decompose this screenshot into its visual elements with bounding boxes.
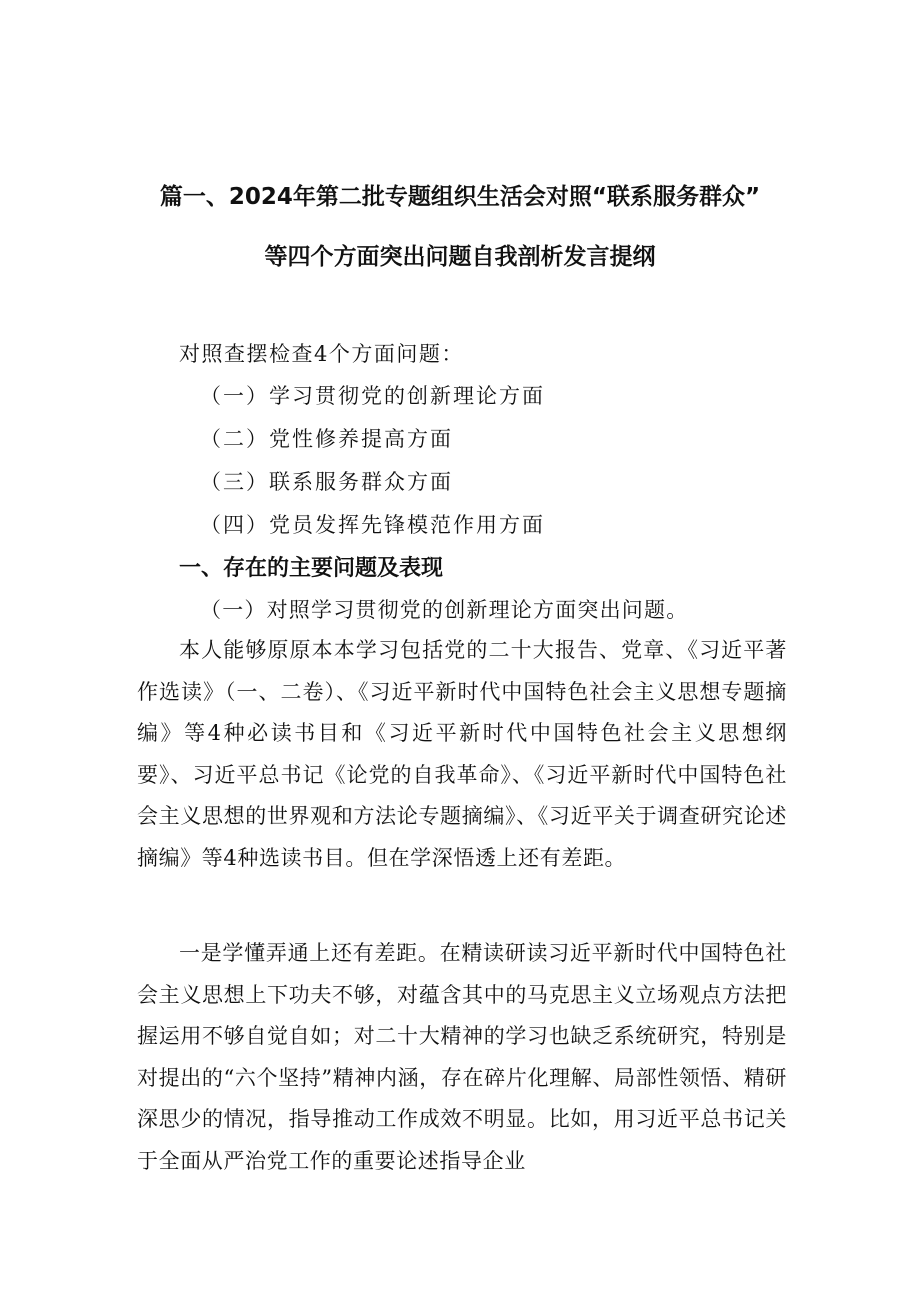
aspect-item-2: （二）党性修养提高方面 xyxy=(200,427,453,451)
paragraph-1: 本人能够原原本本学习包括党的二十大报告、党章、《习近平著作选读》（一、二卷）、《习近平新时代中国特色社会主义思想专题摘编》等4种必读书目和《习近平新时代中国特色社会主义思想纲要》、习近平总书记《论党的自我革命》、《习近平新时代中国特色社会主义思想的世界观和方法论专题摘编》、《习近平关于调查研究论述摘编》等4种选读书目。但在学深悟透上还有差距。 xyxy=(137,638,787,870)
aspect-item-3: （三）联系服务群众方面 xyxy=(200,470,453,494)
section-subheading: （一）对照学习贯彻党的创新理论方面突出问题。 xyxy=(200,598,689,622)
document-title-line-2: 等四个方面突出问题自我剖析发言提纲 xyxy=(264,244,656,270)
aspect-item-4: （四）党员发挥先锋模范作用方面 xyxy=(200,513,545,537)
section-heading: 一、存在的主要问题及表现 xyxy=(179,556,444,581)
document-title-line-1: 篇一、2024年第二批专题组织生活会对照“联系服务群众” xyxy=(159,184,761,210)
aspect-item-1: （一）学习贯彻党的创新理论方面 xyxy=(200,384,545,408)
paragraph-2: 一是学懂弄通上还有差距。在精读研读习近平新时代中国特色社会主义思想上下功夫不够，对蕴含其中的马克思主义立场观点方法把握运用不够自觉自如；对二十大精神的学习也缺乏系统研究，特别是对提出的“六个坚持”精神内涵，存在碎片化理解、局部性领悟、精研深思少的情况，指导推动工作成效不明显。比如，用习近平总书记关于全面从严治党工作的重要论述指导企业 xyxy=(137,941,787,1173)
intro-text: 对照查摆检查4个方面问题： xyxy=(179,342,464,366)
